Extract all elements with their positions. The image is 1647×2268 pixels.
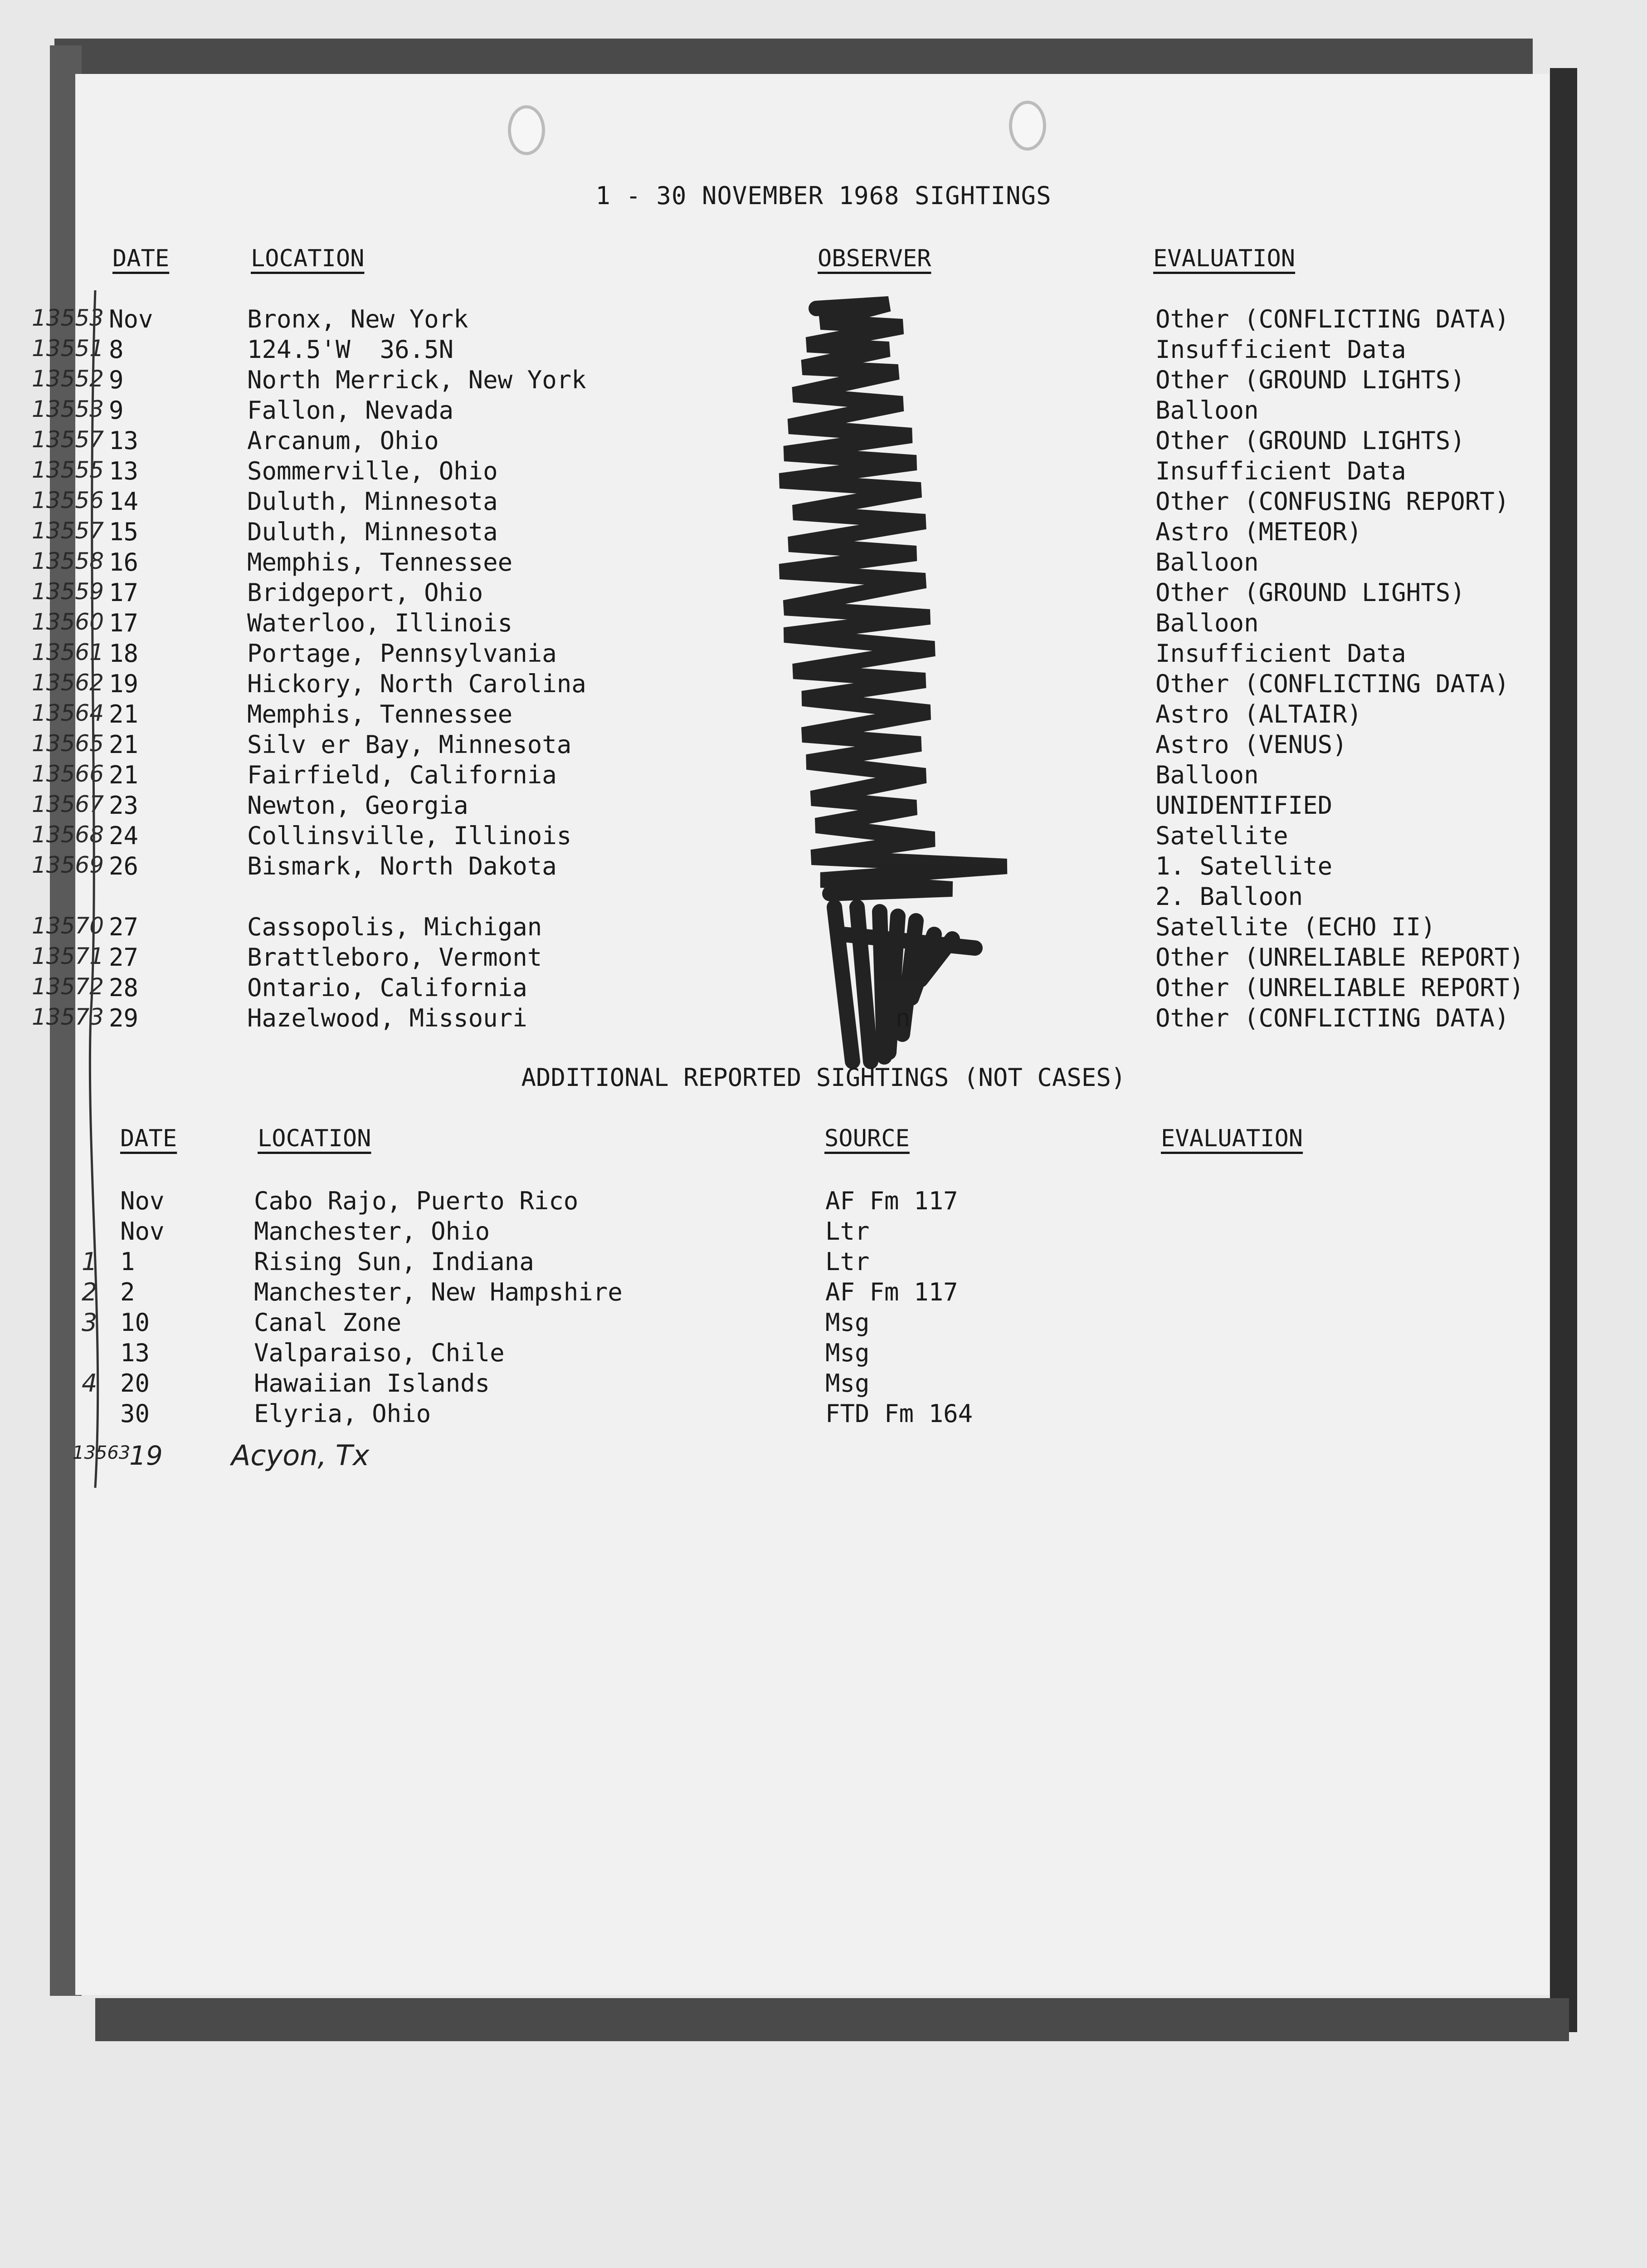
- observer-fragment: [0, 1004, 1647, 1034]
- header-evaluation: EVALUATION: [1153, 245, 1296, 272]
- case-number: 13572: [32, 973, 104, 1000]
- sighting-evaluation: Astro (METEOR): [1155, 518, 1362, 546]
- case-number: 13557: [32, 426, 104, 453]
- additional-source: FTD Fm 164: [825, 1399, 973, 1428]
- sighting-location: Hazelwood, Missouri: [247, 1004, 527, 1032]
- additional-location: Valparaiso, Chile: [254, 1339, 505, 1367]
- case-number: 13570: [32, 913, 104, 939]
- case-number: 13559: [32, 578, 104, 605]
- case-number: 13551: [32, 335, 104, 362]
- page-title: 1 - 30 NOVEMBER 1968 SIGHTINGS: [595, 181, 1052, 210]
- sighting-evaluation: Other (CONFLICTING DATA): [1155, 670, 1510, 698]
- sighting-date: 19: [109, 670, 139, 698]
- additional-row: [0, 1399, 1647, 1429]
- sighting-evaluation: Other (CONFUSING REPORT): [1155, 487, 1510, 516]
- additional-row: [0, 1217, 1647, 1247]
- additional-row: [0, 1247, 1647, 1277]
- sighting-evaluation: Other (CONFLICTING DATA): [1155, 305, 1510, 333]
- sighting-location: Cassopolis, Michigan: [247, 913, 542, 941]
- case-number: 13553: [32, 396, 104, 422]
- sighting-location: Duluth, Minnesota: [247, 487, 498, 516]
- tally-mark: 4: [82, 1369, 97, 1398]
- sighting-location: Ontario, California: [247, 973, 527, 1002]
- case-number: 13557: [32, 518, 104, 544]
- sighting-evaluation: 2. Balloon: [1155, 882, 1303, 911]
- sighting-date: 27: [109, 913, 139, 941]
- sighting-location: Waterloo, Illinois: [247, 609, 513, 637]
- case-number: 13552: [32, 366, 104, 392]
- sighting-date: Nov: [109, 305, 153, 333]
- sighting-date: 26: [109, 852, 139, 880]
- case-number: 13567: [32, 791, 104, 817]
- additional-date: Nov: [120, 1187, 165, 1215]
- sighting-evaluation: Other (UNRELIABLE REPORT): [1155, 943, 1524, 972]
- additional-row: [0, 1369, 1647, 1399]
- additional-header-date: DATE: [120, 1125, 177, 1152]
- sighting-date: 9: [109, 366, 124, 394]
- header-location: LOCATION: [251, 245, 365, 272]
- sighting-date: 18: [109, 639, 139, 668]
- additional-date: Nov: [120, 1217, 165, 1246]
- additional-source: Msg: [825, 1308, 870, 1337]
- additional-header-evaluation: EVALUATION: [1161, 1125, 1303, 1152]
- additional-date: 2: [120, 1278, 135, 1306]
- sighting-date: 21: [109, 730, 139, 759]
- case-number: 13566: [32, 761, 104, 787]
- sighting-date: 9: [109, 396, 124, 425]
- additional-header-source: SOURCE: [824, 1125, 910, 1152]
- sighting-date: 13: [109, 426, 139, 455]
- case-number: 13561: [32, 639, 104, 665]
- sighting-evaluation: Satellite: [1155, 821, 1288, 850]
- case-number: 13558: [32, 548, 104, 574]
- case-number: 13565: [32, 730, 104, 757]
- additional-row: [0, 1187, 1647, 1217]
- sighting-location: Fallon, Nevada: [247, 396, 454, 425]
- sighting-date: 8: [109, 335, 124, 364]
- sighting-evaluation: Balloon: [1155, 396, 1259, 425]
- additional-source: Ltr: [825, 1247, 870, 1276]
- tally-mark: 3: [82, 1308, 97, 1337]
- additional-location: Canal Zone: [254, 1308, 402, 1337]
- additional-source: Ltr: [825, 1217, 870, 1246]
- sighting-location: Hickory, North Carolina: [247, 670, 586, 698]
- additional-location: Hawaiian Islands: [254, 1369, 490, 1398]
- sighting-evaluation: UNIDENTIFIED: [1155, 791, 1333, 820]
- sighting-evaluation: Other (GROUND LIGHTS): [1155, 578, 1465, 607]
- case-number: 13571: [32, 943, 104, 969]
- case-number: 13553: [32, 305, 104, 331]
- sighting-evaluation: Other (UNRELIABLE REPORT): [1155, 973, 1524, 1002]
- tally-mark: 2: [82, 1278, 97, 1306]
- additional-row: [0, 1278, 1647, 1308]
- sighting-location: Portage, Pennsylvania: [247, 639, 557, 668]
- handwritten-date: 19: [129, 1440, 163, 1471]
- observer-redaction: [753, 290, 1070, 1080]
- sighting-evaluation: Satellite (ECHO II): [1155, 913, 1436, 941]
- sighting-evaluation: Insufficient Data: [1155, 457, 1406, 485]
- case-number: 13560: [32, 609, 104, 635]
- additional-location: Cabo Rajo, Puerto Rico: [254, 1187, 579, 1215]
- punch-hole-left: [508, 105, 545, 155]
- additional-header-location: LOCATION: [258, 1125, 371, 1152]
- sighting-location: Memphis, Tennessee: [247, 700, 513, 728]
- sighting-evaluation: Other (GROUND LIGHTS): [1155, 366, 1465, 394]
- additional-date: 30: [120, 1399, 150, 1428]
- additional-location: Manchester, Ohio: [254, 1217, 490, 1246]
- additional-date: 10: [120, 1308, 150, 1337]
- additional-title: ADDITIONAL REPORTED SIGHTINGS (NOT CASES): [521, 1063, 1126, 1092]
- sighting-location: Bronx, New York: [247, 305, 468, 333]
- sighting-date: 27: [109, 943, 139, 972]
- sighting-location: Bridgeport, Ohio: [247, 578, 483, 607]
- sighting-date: 15: [109, 518, 139, 546]
- margin-bracket: [68, 290, 122, 1488]
- sighting-evaluation: Balloon: [1155, 609, 1259, 637]
- sighting-evaluation: Balloon: [1155, 761, 1259, 789]
- sighting-location: Sommerville, Ohio: [247, 457, 498, 485]
- additional-row: [0, 1339, 1647, 1369]
- case-number: 13555: [32, 457, 104, 483]
- sighting-evaluation: Astro (VENUS): [1155, 730, 1347, 759]
- additional-source: AF Fm 117: [825, 1187, 958, 1215]
- scan-border-bottom: [95, 1998, 1569, 2041]
- additional-date: 13: [120, 1339, 150, 1367]
- sighting-evaluation: Balloon: [1155, 548, 1259, 577]
- sighting-evaluation: Insufficient Data: [1155, 639, 1406, 668]
- case-number: 13562: [32, 670, 104, 696]
- sighting-location: 124.5'W 36.5N: [247, 335, 454, 364]
- sighting-location: Silv er Bay, Minnesota: [247, 730, 572, 759]
- sighting-evaluation: Astro (ALTAIR): [1155, 700, 1362, 728]
- sighting-date: 17: [109, 578, 139, 607]
- case-number: 13568: [32, 821, 104, 848]
- sighting-date: 17: [109, 609, 139, 637]
- additional-date: 1: [120, 1247, 135, 1276]
- sighting-date: 13: [109, 457, 139, 485]
- sighting-evaluation: 1. Satellite: [1155, 852, 1333, 880]
- sighting-location: Fairfield, California: [247, 761, 557, 789]
- sighting-location: Arcanum, Ohio: [247, 426, 439, 455]
- sighting-date: 16: [109, 548, 139, 577]
- handwritten-location: Acyon, Tx: [231, 1439, 370, 1472]
- additional-location: Elyria, Ohio: [254, 1399, 431, 1428]
- header-observer: OBSERVER: [818, 245, 931, 272]
- sighting-location: Duluth, Minnesota: [247, 518, 498, 546]
- observer-fragment-text: n: [896, 1004, 911, 1032]
- header-date: DATE: [112, 245, 170, 272]
- case-number: 13573: [32, 1004, 104, 1030]
- additional-source: Msg: [825, 1369, 870, 1398]
- sighting-date: 29: [109, 1004, 139, 1032]
- sighting-date: 21: [109, 761, 139, 789]
- sighting-location: Brattleboro, Vermont: [247, 943, 542, 972]
- sighting-date: 21: [109, 700, 139, 728]
- sighting-evaluation: Other (CONFLICTING DATA): [1155, 1004, 1510, 1032]
- sighting-evaluation: Other (GROUND LIGHTS): [1155, 426, 1465, 455]
- tally-mark: 1: [82, 1247, 97, 1276]
- additional-source: AF Fm 117: [825, 1278, 958, 1306]
- sighting-location: North Merrick, New York: [247, 366, 586, 394]
- case-number: 13564: [32, 700, 104, 726]
- sighting-date: 23: [109, 791, 139, 820]
- additional-location: Manchester, New Hampshire: [254, 1278, 623, 1306]
- sighting-location: Memphis, Tennessee: [247, 548, 513, 577]
- additional-source: Msg: [825, 1339, 870, 1367]
- sighting-date: 28: [109, 973, 139, 1002]
- sighting-date: 14: [109, 487, 139, 516]
- case-number: 13569: [32, 852, 104, 878]
- case-number: 13556: [32, 487, 104, 513]
- additional-location: Rising Sun, Indiana: [254, 1247, 534, 1276]
- sighting-date: 24: [109, 821, 139, 850]
- sighting-location: Bismark, North Dakota: [247, 852, 557, 880]
- punch-hole-right: [1009, 101, 1046, 151]
- handwritten-case-number: 13563: [73, 1442, 131, 1463]
- additional-date: 20: [120, 1369, 150, 1398]
- sighting-location: Collinsville, Illinois: [247, 821, 572, 850]
- sighting-evaluation: Insufficient Data: [1155, 335, 1406, 364]
- sighting-location: Newton, Georgia: [247, 791, 468, 820]
- additional-row: [0, 1308, 1647, 1338]
